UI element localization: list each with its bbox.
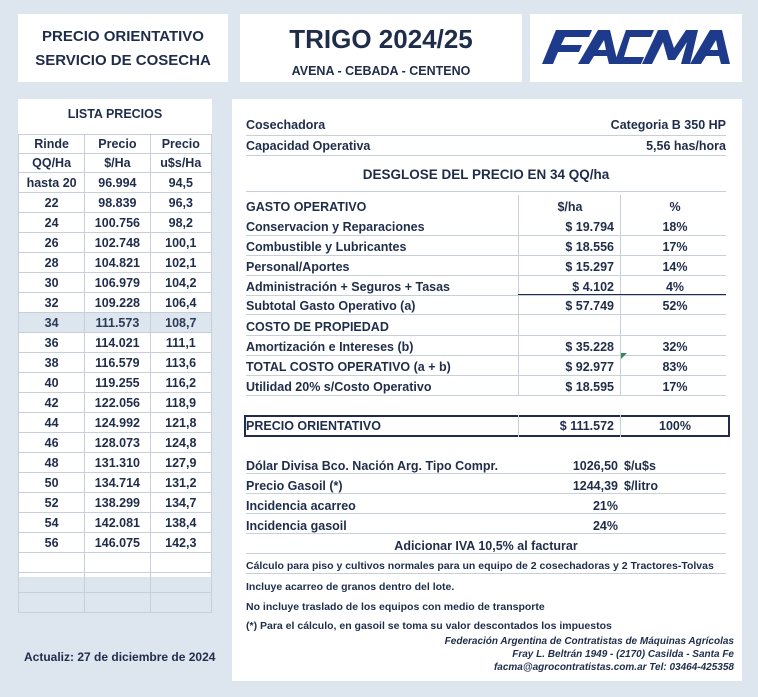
footer-contact: facma@agrocontratistas.com.ar Tel: 03464-425358 — [493, 662, 734, 673]
header-title-box — [240, 14, 522, 82]
utilidad-label: Utilidad 20% s/Costo Operativo — [246, 380, 432, 394]
amortizacion-pct: 32% — [662, 340, 688, 354]
column-divider — [518, 415, 519, 437]
table-row — [19, 233, 212, 253]
cost-item-value: $ 19.794 — [565, 220, 614, 234]
precio-usd-cell: 102,1 — [150, 253, 211, 273]
gasto-operativo-header: GASTO OPERATIVO — [246, 200, 367, 214]
header-left-box — [18, 14, 228, 82]
cell-comment-marker — [621, 353, 627, 359]
precio-usd-cell: 118,9 — [150, 393, 211, 413]
col-header-rinde: Rinde — [19, 135, 85, 154]
precio-ars-cell: 138.299 — [85, 493, 150, 513]
col-header-precio-ars: Precio — [85, 135, 150, 154]
acarreo-label: Incidencia acarreo — [246, 499, 356, 513]
precio-usd-cell: 124,8 — [150, 433, 211, 453]
table-row — [19, 333, 212, 353]
utilidad-pct: 17% — [662, 380, 688, 394]
rinde-cell: 56 — [19, 533, 85, 553]
column-divider — [518, 195, 519, 395]
sum-line — [620, 294, 726, 295]
precio-usd-cell: 131,2 — [150, 473, 211, 493]
cost-item-value: $ 4.102 — [572, 280, 614, 294]
column-divider — [620, 195, 621, 395]
precio-usd-cell: 94,5 — [150, 173, 211, 193]
precio-usd-cell: 98,2 — [150, 213, 211, 233]
table-row — [19, 473, 212, 493]
table-row — [19, 193, 212, 213]
precio-ars-cell: 114.021 — [85, 333, 150, 353]
amortizacion-value: $ 35.228 — [565, 340, 614, 354]
table-row — [19, 273, 212, 293]
cost-item-label: Administración + Seguros + Tasas — [246, 280, 451, 294]
total-costo-pct: 83% — [662, 360, 688, 374]
precio-usd-cell: 127,9 — [150, 453, 211, 473]
precio-orientativo-value: $ 111.572 — [559, 419, 614, 433]
precio-orientativo-pct: 100% — [659, 419, 691, 433]
table-row — [19, 453, 212, 473]
cost-item-label: Combustible y Lubricantes — [246, 240, 407, 254]
table-row — [19, 373, 212, 393]
precio-usd-cell: 100,1 — [150, 233, 211, 253]
table-row — [19, 493, 212, 513]
rinde-cell: 50 — [19, 473, 85, 493]
cost-item-value: $ 15.297 — [565, 260, 614, 274]
precio-usd-cell: 121,8 — [150, 413, 211, 433]
col-header-rinde-unit: QQ/Ha — [19, 154, 85, 173]
rinde-cell: 54 — [19, 513, 85, 533]
rinde-cell: 38 — [19, 353, 85, 373]
note-2: Incluye acarreo de granos dentro del lote. — [246, 581, 455, 593]
precio-ars-cell: 146.075 — [85, 533, 150, 553]
cosechadora-label: Cosechadora — [246, 118, 326, 132]
precio-ars-cell: 128.073 — [85, 433, 150, 453]
table-row-empty — [19, 553, 212, 573]
desglose-title: DESGLOSE DEL PRECIO EN 34 QQ/ha — [362, 167, 610, 182]
col-pct-header: % — [669, 200, 681, 214]
table-row — [19, 433, 212, 453]
rinde-cell: 36 — [19, 333, 85, 353]
precio-ars-cell: 111.573 — [85, 313, 150, 333]
table-row — [19, 353, 212, 373]
acarreo-value: 21% — [592, 499, 618, 513]
column-divider — [620, 415, 621, 437]
note-3: No incluye traslado de los equipos con medio de transporte — [246, 601, 545, 613]
precio-usd-cell: 116,2 — [150, 373, 211, 393]
capacidad-value: 5,56 has/hora — [646, 139, 726, 153]
dolar-value: 1026,50 — [572, 459, 618, 473]
total-costo-value: $ 92.977 — [565, 360, 614, 374]
subtotal-pct: 52% — [662, 299, 688, 313]
rinde-cell: 44 — [19, 413, 85, 433]
rinde-cell: hasta 20 — [19, 173, 85, 193]
rinde-cell: 34 — [19, 313, 85, 333]
precio-usd-cell: 108,7 — [150, 313, 211, 333]
precio-usd-cell: 96,3 — [150, 193, 211, 213]
rinde-cell: 52 — [19, 493, 85, 513]
cost-item-pct: 4% — [665, 280, 685, 294]
precio-usd-cell: 104,2 — [150, 273, 211, 293]
precio-ars-cell: 100.756 — [85, 213, 150, 233]
cost-item-pct: 18% — [662, 220, 688, 234]
note-4: (*) Para el cálculo, en gasoil se toma su valor descontados los impuestos — [246, 620, 612, 632]
precio-ars-cell: 102.748 — [85, 233, 150, 253]
subtotal-label: Subtotal Gasto Operativo (a) — [246, 299, 416, 313]
table-row — [19, 213, 212, 233]
col-header-usd-unit: u$s/Ha — [150, 154, 211, 173]
iva-note: Adicionar IVA 10,5% al facturar — [394, 539, 578, 553]
total-costo-label: TOTAL COSTO OPERATIVO (a + b) — [246, 360, 451, 374]
cost-item-label: Conservacion y Reparaciones — [246, 220, 425, 234]
gasoil-unit: $/litro — [624, 479, 659, 493]
precio-ars-cell: 119.255 — [85, 373, 150, 393]
precio-orientativo-label: PRECIO ORIENTATIVO — [246, 419, 381, 433]
table-row-empty — [19, 573, 212, 593]
page-title: TRIGO 2024/25 — [289, 24, 473, 54]
table-row-empty — [19, 593, 212, 613]
table-row — [19, 173, 212, 193]
cost-item-value: $ 18.556 — [565, 240, 614, 254]
gasoil-label: Precio Gasoil (*) — [246, 479, 343, 493]
precio-ars-cell: 106.979 — [85, 273, 150, 293]
rinde-cell: 40 — [19, 373, 85, 393]
precio-usd-cell: 111,1 — [150, 333, 211, 353]
precio-usd-cell: 138,4 — [150, 513, 211, 533]
precio-ars-cell: 122.056 — [85, 393, 150, 413]
precio-ars-cell: 142.081 — [85, 513, 150, 533]
precio-ars-cell: 116.579 — [85, 353, 150, 373]
table-row — [19, 413, 212, 433]
dolar-label: Dólar Divisa Bco. Nación Arg. Tipo Compr. — [246, 459, 499, 473]
footer-org: Federación Argentina de Contratistas de Máquinas Agrícolas — [444, 636, 734, 647]
table-header-row — [19, 154, 212, 173]
rinde-cell: 42 — [19, 393, 85, 413]
table-row — [19, 313, 212, 333]
price-list-table — [18, 134, 212, 613]
table-header-row — [19, 135, 212, 154]
capacidad-label: Capacidad Operativa — [246, 139, 371, 153]
header-line-1: PRECIO ORIENTATIVO — [42, 28, 204, 45]
precio-ars-cell: 134.714 — [85, 473, 150, 493]
precio-usd-cell: 134,7 — [150, 493, 211, 513]
header-logo-box — [530, 14, 742, 82]
table-row — [19, 533, 212, 553]
precio-usd-cell: 106,4 — [150, 293, 211, 313]
footer-address: Fray L. Beltrán 1949 - (2170) Casilda - Santa Fe — [512, 649, 734, 660]
note-1: Cálculo para piso y cultivos normales para un equipo de 2 cosechadoras y 2 Tractores-Tolvas — [246, 560, 714, 572]
amortizacion-label: Amortización e Intereses (b) — [246, 340, 414, 354]
inc-gasoil-label: Incidencia gasoil — [246, 519, 347, 533]
cost-item-pct: 14% — [662, 260, 688, 274]
rinde-cell: 32 — [19, 293, 85, 313]
precio-ars-cell: 104.821 — [85, 253, 150, 273]
col-header-ars-unit: $/Ha — [85, 154, 150, 173]
rinde-cell: 28 — [19, 253, 85, 273]
col-ars-header: $/ha — [557, 200, 583, 214]
precio-usd-cell: 142,3 — [150, 533, 211, 553]
gasoil-value: 1244,39 — [572, 479, 618, 493]
precio-ars-cell: 131.310 — [85, 453, 150, 473]
precio-usd-cell: 113,6 — [150, 353, 211, 373]
rinde-cell: 22 — [19, 193, 85, 213]
subtotal-value: $ 57.749 — [565, 299, 614, 313]
utilidad-value: $ 18.595 — [565, 380, 614, 394]
page-subtitle: AVENA - CEBADA - CENTENO — [291, 64, 471, 78]
rinde-cell: 48 — [19, 453, 85, 473]
dolar-unit: $/u$s — [624, 459, 656, 473]
cosechadora-value: Categoria B 350 HP — [610, 118, 726, 132]
rinde-cell: 30 — [19, 273, 85, 293]
precio-ars-cell: 124.992 — [85, 413, 150, 433]
precio-ars-cell: 109.228 — [85, 293, 150, 313]
rinde-cell: 46 — [19, 433, 85, 453]
table-row — [19, 393, 212, 413]
col-header-precio-usd: Precio — [150, 135, 211, 154]
price-list-title: LISTA PRECIOS — [67, 107, 163, 121]
cost-item-pct: 17% — [662, 240, 688, 254]
price-list-panel — [18, 99, 212, 577]
divider — [246, 191, 726, 192]
rinde-cell: 24 — [19, 213, 85, 233]
rinde-cell: 26 — [19, 233, 85, 253]
facma-logo — [530, 14, 742, 82]
sum-line — [518, 294, 620, 295]
cost-item-label: Personal/Aportes — [246, 260, 350, 274]
precio-ars-cell: 98.839 — [85, 193, 150, 213]
header-line-2: SERVICIO DE COSECHA — [35, 52, 211, 69]
table-row — [19, 253, 212, 273]
table-row — [19, 513, 212, 533]
precio-ars-cell: 96.994 — [85, 173, 150, 193]
table-row — [19, 293, 212, 313]
inc-gasoil-value: 24% — [592, 519, 618, 533]
costo-propiedad-header-label: COSTO DE PROPIEDAD — [246, 320, 389, 334]
update-date: Actualiz: 27 de diciembre de 2024 — [24, 650, 216, 664]
breakdown-panel — [232, 99, 742, 681]
